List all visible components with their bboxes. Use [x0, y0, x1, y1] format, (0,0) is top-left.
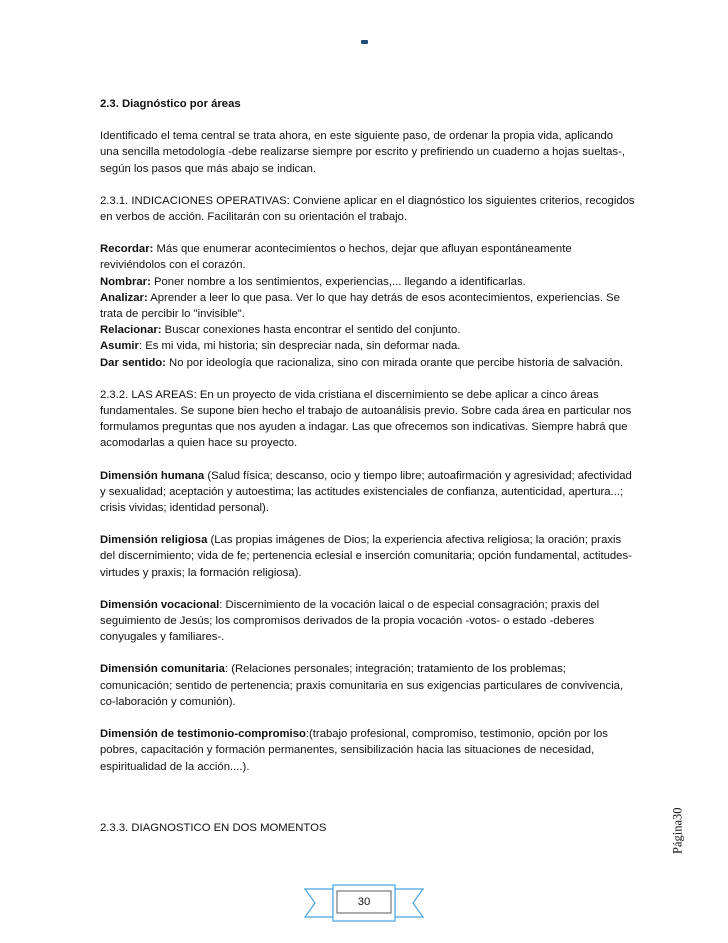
verb-term: Relacionar:	[100, 324, 162, 337]
dimension-text: (Las propias imágenes de Dios; la experiencia afectiva religiosa; la oración; praxis del discernimiento; vida de fe; pertenencia eclesial e inserción comunitaria; opción fundamental, actitudes-virtudes y praxis; la formación religiosa).	[100, 534, 632, 579]
dimension-term: Dimensión comunitaria	[100, 663, 225, 676]
verb-analizar	[100, 290, 635, 322]
dimension-religiosa	[100, 532, 635, 581]
header-dot	[361, 40, 368, 44]
verbs-list	[100, 241, 635, 371]
verb-term: Asumir	[100, 340, 139, 353]
dimension-vocacional	[100, 597, 635, 646]
dimension-text: : (Relaciones personales; integración; tratamiento de los problemas; comunicación; sentido de pertenencia; praxis comunitaria en sus exigencias particulares de convivencia, co-laboración y comunión).	[100, 663, 624, 708]
dimension-term: Dimensión humana	[100, 469, 205, 482]
verb-recordar	[100, 241, 635, 273]
verb-asumir	[100, 338, 635, 354]
page-side-label: Página30	[670, 807, 685, 855]
verb-term: Dar sentido:	[100, 356, 166, 369]
indicaciones-paragraph: 2.3.1. INDICACIONES OPERATIVAS: Conviene aplicar en el diagnóstico los siguientes criterios, recogidos en verbos de acción. Facilitarán con su orientación el trabajo.	[100, 194, 635, 224]
verb-relacionar	[100, 322, 635, 338]
section-heading: 2.3. Diagnóstico por áreas	[100, 98, 241, 110]
verb-text: Buscar conexiones hasta encontrar el sentido del conjunto.	[161, 324, 461, 337]
verb-text: : Es mi vida, mi historia; sin despreciar nada, sin deformar nada.	[138, 340, 461, 353]
dimension-comunitaria	[100, 661, 635, 710]
dimension-text: (Salud física; descanso, ocio y tiempo libre; autoafirmación y agresividad; afectividad y sexualidad; aceptación y autoestima; las actitudes existenciales de confianza, autenticidad, apertura...; crisis vividas; identidad personal).	[100, 469, 632, 515]
verb-term: Recordar:	[100, 243, 154, 256]
verb-text: Más que enumerar acontecimientos o hechos, dejar que afluyan espontáneamente reviviéndolos con el corazón.	[100, 243, 572, 272]
verb-term: Analizar:	[100, 291, 148, 304]
dimension-term: Dimensión vocacional	[100, 598, 220, 611]
verb-text: Aprender a leer lo que pasa. Ver lo que hay detrás de esos acontecimientos, experiencias. Se trata de percibir lo "invisible".	[100, 291, 620, 321]
intro-paragraph: Identificado el tema central se trata ahora, en este siguiente paso, de ordenar la propia vida, aplicando una sencilla metodología -debe realizarse siempre por escrito y prefiriendo un cuaderno a hojas sueltas-, según los pasos que más abajo se indican.	[100, 130, 625, 175]
verb-term: Nombrar:	[100, 275, 151, 288]
next-section-heading: 2.3.3. DIAGNOSTICO EN DOS MOMENTOS	[100, 822, 327, 834]
verb-nombrar	[100, 274, 635, 290]
areas-paragraph: 2.3.2. LAS AREAS: En un proyecto de vida cristiana el discernimiento se debe aplicar a cinco áreas fundamentales. Se supone bien hecho el trabajo de autoanálisis previo. Sobre cada área en particular nos formulamos preguntas que nos ayuden a indagar. Las que ofrecemos son indicativas. Siempre habrá que acomodarlas a quien hace su proyecto.	[100, 388, 632, 450]
dimension-term: Dimensión de testimonio-compromiso	[100, 728, 306, 741]
document-body	[100, 96, 635, 791]
dimension-text: :(trabajo profesional, compromiso, testimonio, opción por los pobres, capacitación y formación permanentes, sensibilización hacia las situaciones de necesidad, espiritualidad de la acción....).	[100, 728, 608, 773]
verb-text: Poner nombre a los sentimientos, experiencias,... llegando a identificarlas.	[150, 275, 526, 288]
verb-text: No por ideología que racionaliza, sino con mirada orante que percibe historia de salvación.	[165, 356, 624, 369]
page-number-badge	[303, 883, 425, 923]
page-number: 30	[357, 896, 371, 908]
verb-dar-sentido	[100, 355, 635, 371]
dimension-term: Dimensión religiosa	[100, 534, 208, 547]
dimension-text: : Discernimiento de la vocación laical o de especial consagración; praxis del seguimiento de Jesús; los compromisos derivados de la propia vocación -votos- o estado -deberes conyugales y familiares-.	[100, 598, 600, 644]
dimension-testimonio	[100, 726, 635, 775]
dimension-humana	[100, 468, 635, 517]
